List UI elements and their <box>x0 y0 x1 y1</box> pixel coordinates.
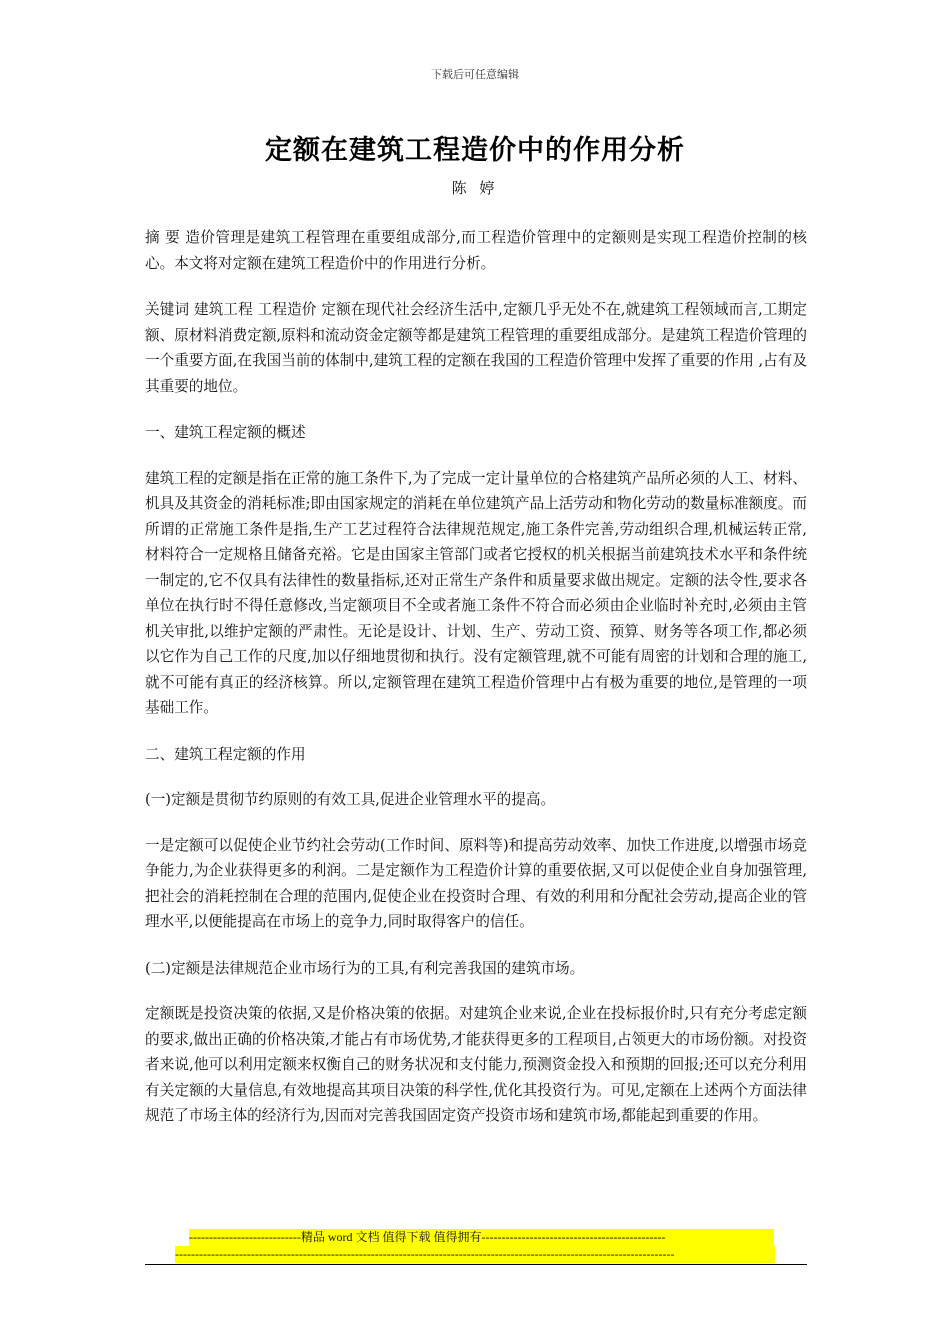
section-heading-role: 二、建筑工程定额的作用 <box>145 745 306 763</box>
subheading-2: (二)定额是法律规范企业市场行为的工具,有利完善我国的建筑市场。 <box>145 959 585 977</box>
section-heading-overview: 一、建筑工程定额的概述 <box>145 424 306 441</box>
footer-banner-line-1: ----------------------------精品 word 文档 值得下载 值得拥有---------------------------------------------- <box>189 1229 774 1246</box>
footer-divider <box>145 1264 807 1265</box>
keywords-paragraph: 关键词 建筑工程 工程造价 定额在现代社会经济生活中,定额几乎无处不在,就建筑工程领域而言,工期定额、原材料消费定额,原料和流动资金定额等都是建筑工程管理的重要组成部分。是建筑工程造价管理的一个重要方面,在我国当前的体制中,建筑工程的定额在我国的工程造价管理中发挥了重要的作用 ,占有及其重要的地位。 <box>145 301 807 395</box>
role-paragraph-1: 一是定额可以促使企业节约社会劳动(工作时间、原料等)和提高劳动效率、加快工作进度,以增强市场竞争能力,为企业获得更多的利润。二是定额作为工程造价计算的重要依据,又可以促使企业自身加强管理,把社会的消耗控制在合理的范围内,促使企业在投资时合理、有效的利用和分配社会劳动,提高企业的管理水平,以便能提高在市场上的竞争力,同时取得客户的信任。 <box>145 836 807 930</box>
document-body <box>145 225 807 1150</box>
overview-paragraph: 建筑工程的定额是指在正常的施工条件下,为了完成一定计量单位的合格建筑产品所必须的人工、材料、机具及其资金的消耗标准;即由国家规定的消耗在单位建筑产品上活劳动和物化劳动的数量标准额度。而所谓的正常施工条件是指,生产工艺过程符合法律规范规定,施工条件完善,劳动组织合理,机械运转正常,材料符合一定规格且储备充裕。它是由国家主管部门或者它授权的机关根据当前建筑技术水平和条件统一制定的,它不仅具有法律性的数量指标,还对正常生产条件和质量要求做出规定。定额的法令性,要求各单位在执行时不得任意修改,当定额项目不全或者施工条件不符合而必须由企业临时补充时,必须由主管机关审批,以维护定额的严肃性。无论是设计、计划、生产、劳动工资、预算、财务等各项工作,都必须以它作为自己工作的尺度,加以仔细地贯彻和执行。没有定额管理,就不可能有周密的计划和合理的施工,就不可能有真正的经济核算。所以,定额管理在建筑工程造价管理中占有极为重要的地位,是管理的一项基础工作。 <box>145 469 807 716</box>
role-paragraph-2: 定额既是投资决策的依据,又是价格决策的依据。对建筑企业来说,企业在投标报价时,只有充分考虑定额的要求,做出正确的价格决策,才能占有市场优势,才能获得更多的工程项目,占领更大的市场份额。对投资者来说,他可以利用定额来权衡自己的财务状况和支付能力,预测资金投入和预期的回报;还可以充分利用有关定额的大量信息,有效地提高其项目决策的科学性,优化其投资行为。可见,定额在上述两个方面法律规范了市场主体的经济行为,因而对完善我国固定资产投资市场和建筑市场,都能起到重要的作用。 <box>145 1005 807 1124</box>
footer-banner <box>175 1229 775 1263</box>
header-note: 下载后可任意编辑 <box>431 68 519 81</box>
document-title: 定额在建筑工程造价中的作用分析 <box>265 135 685 166</box>
author-name: 陈 婷 <box>451 179 499 197</box>
abstract-paragraph: 摘 要 造价管理是建筑工程管理在重要组成部分,而工程造价管理中的定额则是实现工程造价控制的核心。本文将对定额在建筑工程造价中的作用进行分析。 <box>145 229 807 272</box>
footer-banner-line-2: ----------------------------------------------------------------------------------------------------------------------------- <box>175 1246 775 1263</box>
subheading-1: (一)定额是贯彻节约原则的有效工具,促进企业管理水平的提高。 <box>145 791 556 808</box>
